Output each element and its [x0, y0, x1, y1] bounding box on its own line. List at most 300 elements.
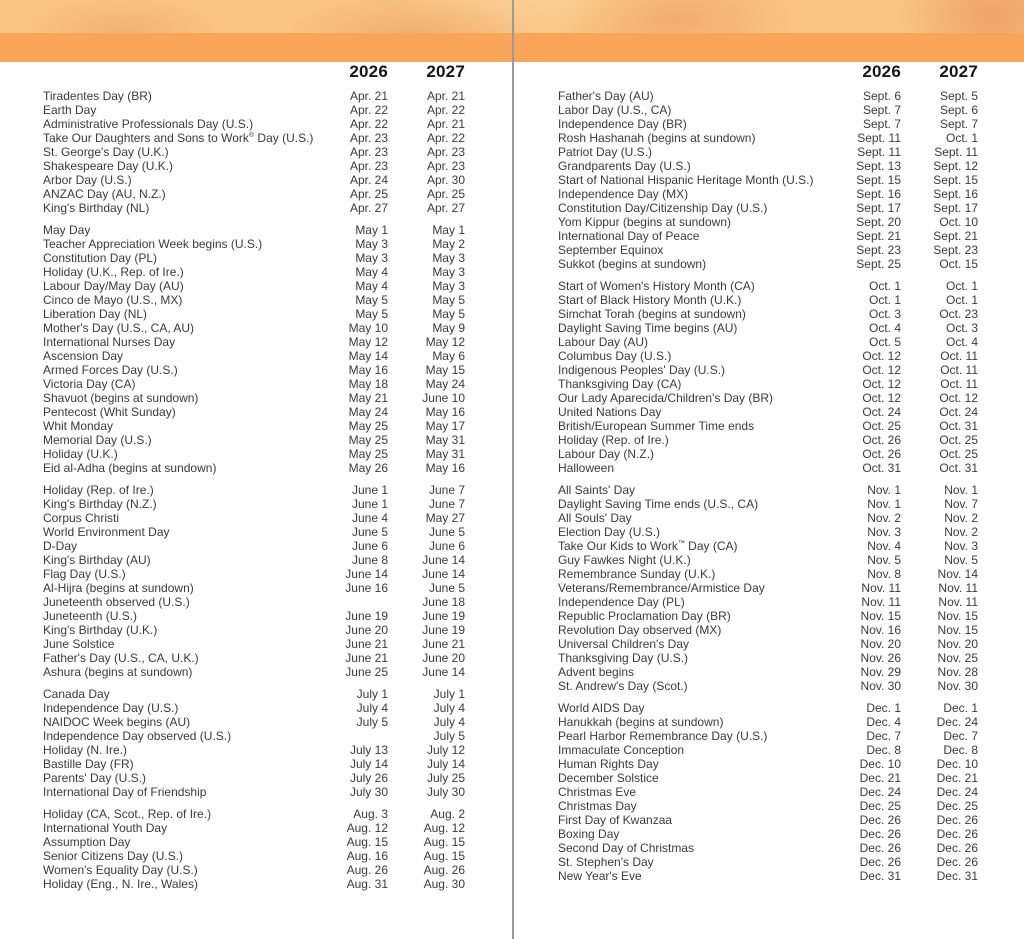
holiday-name: Ashura (begins at sundown) — [43, 665, 193, 679]
holiday-row — [43, 525, 465, 539]
date-2026: Apr. 25 — [349, 187, 388, 201]
date-2027: June 6 — [428, 539, 465, 553]
date-2027: Apr. 23 — [426, 159, 465, 173]
holiday-name: Liberation Day (NL) — [43, 307, 148, 321]
date-2026: June 14 — [345, 567, 388, 581]
date-2027: Nov. 7 — [944, 497, 978, 511]
holiday-name: Holiday (Eng., N. Ire., Wales) — [43, 877, 198, 891]
holiday-row — [43, 145, 465, 159]
holiday-row — [43, 377, 465, 391]
holiday-name: Parents' Day (U.S.) — [43, 771, 146, 785]
date-2027: July 4 — [433, 701, 465, 715]
holiday-row — [558, 609, 978, 623]
holiday-row — [43, 715, 465, 729]
holiday-row — [43, 349, 465, 363]
date-2026: May 21 — [348, 391, 388, 405]
year-header-spacer — [43, 62, 330, 82]
date-2027: July 4 — [433, 715, 465, 729]
date-2027: Sept. 6 — [939, 103, 978, 117]
holiday-row — [43, 553, 465, 567]
holiday-row — [43, 117, 465, 131]
date-2027: Nov. 2 — [944, 525, 978, 539]
holiday-name: Women's Equality Day (U.S.) — [43, 863, 198, 877]
date-2027: Aug. 15 — [423, 849, 465, 863]
date-2026: May 24 — [348, 405, 388, 419]
holiday-row — [558, 497, 978, 511]
holiday-name: Yom Kippur (begins at sundown) — [558, 215, 731, 229]
date-2026: Sept. 20 — [856, 215, 901, 229]
date-2027: Sept. 7 — [939, 117, 978, 131]
holiday-name: Cinco de Mayo (U.S., MX) — [43, 293, 183, 307]
date-2027: Nov. 5 — [944, 553, 978, 567]
holiday-row — [43, 433, 465, 447]
holiday-name: Holiday (CA, Scot., Rep. of Ire.) — [43, 807, 212, 821]
holiday-name: Republic Proclamation Day (BR) — [558, 609, 731, 623]
date-2027: Oct. 11 — [940, 363, 978, 377]
date-2027: Oct. 23 — [939, 307, 978, 321]
holiday-row — [558, 757, 978, 771]
month-section — [43, 223, 465, 475]
date-2027: Apr. 30 — [426, 173, 465, 187]
year-header-row — [43, 62, 465, 82]
holiday-row — [43, 293, 465, 307]
date-2026: Nov. 29 — [860, 665, 901, 679]
holiday-name: Universal Children's Day — [558, 637, 690, 651]
holiday-row — [43, 335, 465, 349]
date-2026: Apr. 21 — [349, 89, 388, 103]
page-divider-line — [512, 0, 514, 939]
date-2027: Apr. 21 — [426, 89, 465, 103]
holiday-row — [43, 757, 465, 771]
date-2027: Apr. 22 — [426, 103, 465, 117]
date-2027: Nov. 2 — [944, 511, 978, 525]
holiday-name: Constitution Day/Citizenship Day (U.S.) — [558, 201, 768, 215]
holiday-name: World Environment Day — [43, 525, 170, 539]
holiday-name: Christmas Eve — [558, 785, 637, 799]
holiday-name: Eid al-Adha (begins at sundown) — [43, 461, 217, 475]
holiday-name: Holiday (U.K.) — [43, 447, 118, 461]
holiday-name: Father's Day (U.S., CA, U.K.) — [43, 651, 199, 665]
holiday-name: Start of Black History Month (U.K.) — [558, 293, 742, 307]
date-2027: June 14 — [422, 665, 465, 679]
date-2027: May 16 — [425, 461, 465, 475]
date-2027: June 19 — [422, 609, 465, 623]
date-2026: June 8 — [351, 553, 388, 567]
date-2027: May 31 — [425, 433, 465, 447]
date-2026: Sept. 21 — [856, 229, 901, 243]
date-2027: Oct. 4 — [945, 335, 978, 349]
holiday-row — [43, 223, 465, 237]
holiday-name: Ascension Day — [43, 349, 124, 363]
holiday-name: British/European Summer Time ends — [558, 419, 755, 433]
holiday-row — [43, 701, 465, 715]
holiday-name: Victoria Day (CA) — [43, 377, 136, 391]
holiday-name: Earth Day — [43, 103, 97, 117]
date-2027: Sept. 15 — [933, 173, 978, 187]
date-2026: Oct. 12 — [862, 391, 901, 405]
holiday-list — [558, 89, 978, 883]
holiday-name: Simchat Torah (begins at sundown) — [558, 307, 746, 321]
date-2027: Aug. 30 — [423, 877, 465, 891]
date-2027: Oct. 24 — [939, 405, 978, 419]
date-2027: June 5 — [428, 581, 465, 595]
date-2026: Dec. 26 — [859, 855, 901, 869]
date-2026: Sept. 7 — [862, 117, 901, 131]
holiday-row — [558, 637, 978, 651]
date-2026: Dec. 4 — [866, 715, 901, 729]
holiday-name: Revolution Day observed (MX) — [558, 623, 722, 637]
holiday-row — [558, 715, 978, 729]
date-2026: Oct. 26 — [862, 433, 901, 447]
date-2027: Apr. 27 — [426, 201, 465, 215]
date-2027: Sept. 21 — [933, 229, 978, 243]
date-2026: July 13 — [349, 743, 388, 757]
holiday-name: Labor Day (U.S., CA) — [558, 103, 672, 117]
holiday-row — [43, 539, 465, 553]
holiday-name: Armed Forces Day (U.S.) — [43, 363, 178, 377]
month-section — [558, 483, 978, 693]
date-2026: Nov. 1 — [867, 483, 901, 497]
month-section — [43, 687, 465, 799]
holiday-name: Father's Day (AU) — [558, 89, 654, 103]
holiday-name: September Equinox — [558, 243, 664, 257]
date-2026: July 1 — [356, 687, 388, 701]
holiday-name: Juneteenth observed (U.S.) — [43, 595, 190, 609]
date-2027: June 21 — [422, 637, 465, 651]
date-2026: Dec. 25 — [859, 799, 901, 813]
date-2027: Aug. 12 — [423, 821, 465, 835]
date-2027: June 7 — [428, 497, 465, 511]
date-2027: May 3 — [432, 279, 465, 293]
holiday-name: Guy Fawkes Night (U.K.) — [558, 553, 691, 567]
date-2027: Oct. 11 — [940, 349, 978, 363]
holiday-row — [558, 869, 978, 883]
holiday-name: King's Birthday (AU) — [43, 553, 151, 567]
holiday-name: Juneteenth (U.S.) — [43, 609, 138, 623]
year-header-spacer — [558, 62, 843, 82]
holiday-row — [558, 391, 978, 405]
holiday-name: Thanksgiving Day (U.S.) — [558, 651, 689, 665]
holiday-row — [558, 595, 978, 609]
date-2027: Dec. 10 — [936, 757, 978, 771]
date-2026: June 16 — [345, 581, 388, 595]
holiday-row — [43, 237, 465, 251]
date-2026: Dec. 26 — [859, 813, 901, 827]
holiday-name: Start of National Hispanic Heritage Month (U.S.) — [558, 173, 814, 187]
page-right — [558, 62, 978, 891]
holiday-row — [558, 103, 978, 117]
holiday-name: ANZAC Day (AU, N.Z.) — [43, 187, 166, 201]
holiday-row — [558, 567, 978, 581]
date-2027: Aug. 15 — [423, 835, 465, 849]
date-2027: May 3 — [432, 265, 465, 279]
date-2026: May 3 — [355, 251, 388, 265]
date-2026: Oct. 24 — [862, 405, 901, 419]
holiday-row — [558, 433, 978, 447]
date-2026: June 1 — [351, 483, 388, 497]
holiday-name: May Day — [43, 223, 91, 237]
date-2027: Oct. 12 — [939, 391, 978, 405]
date-2027: July 12 — [426, 743, 465, 757]
date-2027: Apr. 23 — [426, 145, 465, 159]
date-2027: July 1 — [433, 687, 465, 701]
holiday-name: All Souls' Day — [558, 511, 632, 525]
holiday-row — [558, 813, 978, 827]
date-2026: Oct. 3 — [868, 307, 901, 321]
month-section — [558, 701, 978, 883]
date-2026: Nov. 11 — [861, 595, 901, 609]
holiday-name: Shakespeare Day (U.K.) — [43, 159, 174, 173]
holiday-name: Indigenous Peoples' Day (U.S.) — [558, 363, 726, 377]
holiday-row — [558, 623, 978, 637]
holiday-row — [43, 609, 465, 623]
holiday-row — [558, 483, 978, 497]
holiday-row — [558, 855, 978, 869]
holiday-name: St. George's Day (U.K.) — [43, 145, 169, 159]
holiday-name: Labour Day (N.Z.) — [558, 447, 655, 461]
year-header-2026: 2026 — [862, 62, 901, 81]
date-2027: Dec. 21 — [936, 771, 978, 785]
date-2027: May 1 — [432, 223, 465, 237]
holiday-row — [558, 651, 978, 665]
date-2026: Nov. 30 — [860, 679, 901, 693]
date-2027: Nov. 30 — [937, 679, 978, 693]
holiday-row — [43, 877, 465, 891]
holiday-name: Al-Hijra (begins at sundown) — [43, 581, 194, 595]
date-2026: Aug. 12 — [346, 821, 388, 835]
date-2027: Sept. 11 — [934, 145, 978, 159]
date-2026: Apr. 22 — [349, 117, 388, 131]
date-2027: Nov. 14 — [937, 567, 978, 581]
holiday-name: Human Rights Day — [558, 757, 659, 771]
date-2026: Aug. 3 — [353, 807, 388, 821]
date-2026: May 4 — [355, 279, 388, 293]
date-2026: Apr. 22 — [349, 103, 388, 117]
holiday-row — [43, 307, 465, 321]
holiday-row — [558, 799, 978, 813]
holiday-row — [43, 251, 465, 265]
holiday-name: Whit Monday — [43, 419, 114, 433]
date-2026: June 4 — [351, 511, 388, 525]
holiday-row — [558, 349, 978, 363]
date-2026: May 25 — [348, 433, 388, 447]
date-2026: Oct. 12 — [862, 377, 901, 391]
holiday-row — [43, 497, 465, 511]
holiday-name: June Solstice — [43, 637, 115, 651]
date-2027: Dec. 24 — [936, 715, 978, 729]
holiday-name: Corpus Christi — [43, 511, 120, 525]
date-2026: Oct. 31 — [862, 461, 901, 475]
holiday-name: Hanukkah (begins at sundown) — [558, 715, 724, 729]
holiday-name: St. Stephen's Day — [558, 855, 654, 869]
date-2026: Oct. 25 — [862, 419, 901, 433]
date-2027: Dec. 26 — [936, 855, 978, 869]
holiday-name: Halloween — [558, 461, 615, 475]
holiday-row — [558, 511, 978, 525]
holiday-name: Second Day of Christmas — [558, 841, 695, 855]
holiday-name: Thanksgiving Day (CA) — [558, 377, 682, 391]
holiday-name: D-Day — [43, 539, 78, 553]
date-2026: Nov. 16 — [860, 623, 901, 637]
date-2026: June 6 — [351, 539, 388, 553]
date-2026: July 26 — [349, 771, 388, 785]
date-2027: Oct. 31 — [939, 461, 978, 475]
date-2027: Dec. 8 — [943, 743, 978, 757]
holiday-name: Immaculate Conception — [558, 743, 685, 757]
date-2026: Sept. 16 — [856, 187, 901, 201]
date-2027: June 10 — [422, 391, 465, 405]
holiday-name: Arbor Day (U.S.) — [43, 173, 132, 187]
holiday-row — [558, 553, 978, 567]
holiday-name: Independence Day (PL) — [558, 595, 685, 609]
date-2027: Dec. 31 — [936, 869, 978, 883]
holiday-name: New Year's Eve — [558, 869, 642, 883]
date-2027: Nov. 3 — [944, 539, 978, 553]
holiday-row — [43, 89, 465, 103]
holiday-row — [558, 539, 978, 553]
holiday-row — [43, 835, 465, 849]
holiday-name: Holiday (Rep. of Ire.) — [558, 433, 669, 447]
holiday-name: All Saints' Day — [558, 483, 635, 497]
holiday-name: Independence Day observed (U.S.) — [43, 729, 232, 743]
holiday-row — [558, 679, 978, 693]
date-2026: May 10 — [348, 321, 388, 335]
date-2026: Dec. 31 — [859, 869, 901, 883]
holiday-row — [558, 145, 978, 159]
date-2026: Sept. 23 — [856, 243, 901, 257]
date-2026: Nov. 2 — [867, 511, 901, 525]
date-2026: May 14 — [348, 349, 388, 363]
date-2026: Nov. 15 — [860, 609, 901, 623]
holiday-row — [558, 405, 978, 419]
holiday-row — [558, 117, 978, 131]
holiday-name: International Youth Day — [43, 821, 168, 835]
date-2026: June 1 — [351, 497, 388, 511]
date-2026: June 19 — [345, 609, 388, 623]
holiday-row — [558, 827, 978, 841]
holiday-row — [558, 215, 978, 229]
date-2027: Apr. 21 — [426, 117, 465, 131]
holiday-row — [558, 581, 978, 595]
date-2027: Dec. 24 — [936, 785, 978, 799]
date-2026: Nov. 3 — [867, 525, 901, 539]
holiday-name: First Day of Kwanzaa — [558, 813, 673, 827]
holiday-row — [558, 447, 978, 461]
holiday-row — [43, 849, 465, 863]
date-2026: May 18 — [348, 377, 388, 391]
date-2026: June 21 — [345, 651, 388, 665]
date-2026: Apr. 23 — [349, 159, 388, 173]
date-2026: May 3 — [355, 237, 388, 251]
date-2027: May 3 — [432, 251, 465, 265]
holiday-row — [43, 201, 465, 215]
date-2027: May 12 — [425, 335, 465, 349]
date-2026: Dec. 26 — [859, 841, 901, 855]
date-2026: Aug. 16 — [346, 849, 388, 863]
holiday-name: Teacher Appreciation Week begins (U.S.) — [43, 237, 263, 251]
holiday-row — [43, 785, 465, 799]
holiday-name: Labour Day (AU) — [558, 335, 649, 349]
date-2027: Sept. 16 — [933, 187, 978, 201]
date-2027: Nov. 15 — [937, 609, 978, 623]
date-2026: Oct. 1 — [868, 293, 901, 307]
holiday-row — [558, 293, 978, 307]
holiday-name: Tiradentes Day (BR) — [43, 89, 152, 103]
date-2027: Apr. 25 — [426, 187, 465, 201]
holiday-row — [558, 461, 978, 475]
holiday-name: Pearl Harbor Remembrance Day (U.S.) — [558, 729, 768, 743]
date-2026: June 21 — [345, 637, 388, 651]
date-2027: Oct. 15 — [939, 257, 978, 271]
date-2027: Dec. 25 — [936, 799, 978, 813]
holiday-row — [43, 863, 465, 877]
date-2026: July 5 — [356, 715, 388, 729]
holiday-name: Senior Citizens Day (U.S.) — [43, 849, 184, 863]
date-2026: Oct. 5 — [868, 335, 901, 349]
date-2027: July 30 — [426, 785, 465, 799]
holiday-row — [558, 525, 978, 539]
date-2026: Oct. 12 — [862, 349, 901, 363]
holiday-name: Mother's Day (U.S., CA, AU) — [43, 321, 194, 335]
date-2027: July 25 — [426, 771, 465, 785]
date-2026 — [330, 595, 388, 609]
holiday-row — [43, 103, 465, 117]
holiday-row — [43, 687, 465, 701]
date-2026: Oct. 26 — [862, 447, 901, 461]
holiday-row — [43, 405, 465, 419]
date-2026: July 30 — [349, 785, 388, 799]
holiday-name: Shavuot (begins at sundown) — [43, 391, 199, 405]
holiday-name: Independence Day (MX) — [558, 187, 689, 201]
date-2026: Sept. 25 — [856, 257, 901, 271]
holiday-name: World AIDS Day — [558, 701, 645, 715]
date-2027: May 17 — [425, 419, 465, 433]
date-2026: May 26 — [348, 461, 388, 475]
holiday-row — [43, 279, 465, 293]
date-2027: June 5 — [428, 525, 465, 539]
date-2026: Nov. 26 — [860, 651, 901, 665]
date-2026: July 14 — [349, 757, 388, 771]
date-2027: Oct. 31 — [939, 419, 978, 433]
holiday-row — [558, 279, 978, 293]
holiday-name: NAIDOC Week begins (AU) — [43, 715, 191, 729]
holiday-name: Take Our Daughters and Sons to Work® Day (U.S.) — [43, 131, 314, 145]
date-2026: May 1 — [355, 223, 388, 237]
holiday-name: United Nations Day — [558, 405, 662, 419]
date-2026: Sept. 6 — [862, 89, 901, 103]
holiday-row — [558, 377, 978, 391]
holiday-name: Independence Day (U.S.) — [43, 701, 179, 715]
date-2027: Nov. 20 — [937, 637, 978, 651]
date-2027: June 7 — [428, 483, 465, 497]
month-section — [558, 89, 978, 271]
holiday-row — [43, 665, 465, 679]
date-2027: Oct. 1 — [945, 293, 978, 307]
date-2026: May 25 — [348, 419, 388, 433]
date-2026: May 16 — [348, 363, 388, 377]
date-2027: Oct. 1 — [945, 279, 978, 293]
holiday-name: Advent begins — [558, 665, 635, 679]
holiday-row — [558, 665, 978, 679]
holiday-row — [558, 131, 978, 145]
date-2026: Dec. 24 — [859, 785, 901, 799]
holiday-name: Holiday (Rep. of Ire.) — [43, 483, 154, 497]
date-2026: May 5 — [355, 307, 388, 321]
holiday-name: Christmas Day — [558, 799, 637, 813]
holiday-row — [43, 321, 465, 335]
holiday-row — [43, 131, 465, 145]
holiday-name: December Solstice — [558, 771, 659, 785]
